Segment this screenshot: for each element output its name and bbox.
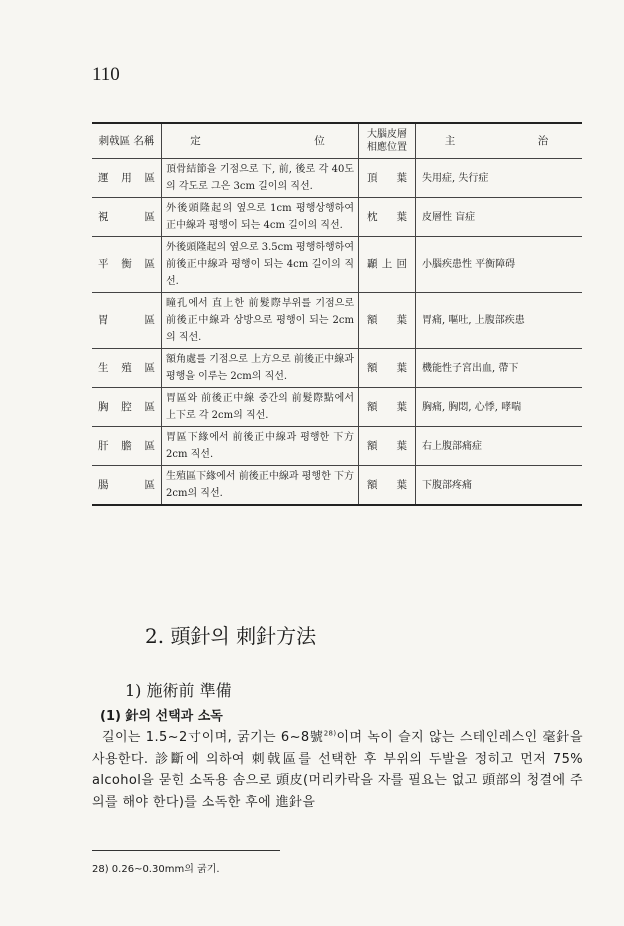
cortex-cell: 枕葉 xyxy=(359,198,416,237)
table-header-row xyxy=(92,123,582,159)
page-number: 110 xyxy=(92,64,120,85)
area-name-cell: 胃區 xyxy=(92,293,162,349)
body-paragraph xyxy=(92,727,583,813)
item-title: (1) 針의 선택과 소독 xyxy=(100,709,223,724)
location-cell: 頂骨結節을 기점으로 下, 前, 後로 각 40도의 각도로 그은 3cm 길이의 직선. xyxy=(162,159,359,198)
area-name-cell: 腸區 xyxy=(92,466,162,506)
cortex-cell: 頂葉 xyxy=(359,159,416,198)
footnote-divider xyxy=(92,850,280,851)
table-row xyxy=(92,293,582,349)
indication-cell: 下腹部疼痛 xyxy=(416,466,583,506)
header-cortex xyxy=(359,123,416,159)
stimulation-area-table xyxy=(92,122,582,506)
section-title: 2. 頭針의 刺針方法 xyxy=(145,624,317,648)
location-cell: 瞳孔에서 直上한 前髮際부위를 기점으로 前後正中線과 상방으로 평행이 되는 2cm의 직선. xyxy=(162,293,359,349)
location-cell: 外後頭隆起의 옆으로 1cm 평행상행하여 正中線과 평행이 되는 4cm 길이의 직선. xyxy=(162,198,359,237)
indication-cell: 機能性子宮出血, 帶下 xyxy=(416,349,583,388)
area-name-cell: 肝膽區 xyxy=(92,427,162,466)
cortex-cell: 額葉 xyxy=(359,349,416,388)
indication-cell: 胸痛, 胸悶, 心悸, 哮喘 xyxy=(416,388,583,427)
area-name-cell: 胸腔區 xyxy=(92,388,162,427)
area-name-cell: 平衡區 xyxy=(92,237,162,293)
table-row xyxy=(92,427,582,466)
area-name-cell: 視區 xyxy=(92,198,162,237)
body-text-part2: 이며 녹이 슬지 않는 스테인레스인 毫針을 사용한다. 診斷에 의하여 刺戟區를 선택한 후 부위의 두발을 정히고 먼저 75% alcohol을 묻힌 소독용 솜으로 頭皮(머리카락을 자를 필요는 없고 頭部의 청결에 주의를 해야 한다)를 소독한 후에 進針을 xyxy=(92,730,583,810)
area-name-cell: 運用區 xyxy=(92,159,162,198)
indication-cell: 小腦疾患性 平衡障碍 xyxy=(416,237,583,293)
indication-cell: 皮層性 盲症 xyxy=(416,198,583,237)
cortex-cell: 顳上回 xyxy=(359,237,416,293)
indication-cell: 失用症, 失行症 xyxy=(416,159,583,198)
indication-cell: 右上腹部痛症 xyxy=(416,427,583,466)
location-cell: 生殖區下緣에서 前後正中線과 평행한 下方 2cm의 직선. xyxy=(162,466,359,506)
header-location: 定 位 xyxy=(162,123,359,159)
table-row xyxy=(92,466,582,506)
header-indication: 主 治 xyxy=(416,123,583,159)
cortex-cell: 額葉 xyxy=(359,427,416,466)
header-area-name: 刺戟區 名稱 xyxy=(92,123,162,159)
cortex-cell: 額葉 xyxy=(359,388,416,427)
indication-cell: 胃痛, 嘔吐, 上腹部疾患 xyxy=(416,293,583,349)
header-cortex-line2: 相應位置 xyxy=(367,142,407,153)
table-row xyxy=(92,159,582,198)
table-row xyxy=(92,349,582,388)
footnote-ref: 28) xyxy=(323,729,337,738)
location-cell: 胃區下緣에서 前後正中線과 평행한 下方 2cm 직선. xyxy=(162,427,359,466)
area-name-cell: 生殖區 xyxy=(92,349,162,388)
table-row xyxy=(92,388,582,427)
body-text-part1: 길이는 1.5~2寸이며, 굵기는 6~8號 xyxy=(102,730,324,745)
footnote: 28) 0.26~0.30mm의 굵기. xyxy=(92,864,220,875)
cortex-cell: 額葉 xyxy=(359,466,416,506)
cortex-cell: 額葉 xyxy=(359,293,416,349)
location-cell: 額角處를 기점으로 上方으로 前後正中線과 평행을 이루는 2cm의 직선. xyxy=(162,349,359,388)
location-cell: 胃區와 前後正中線 중간의 前髮際點에서 上下로 각 2cm의 직선. xyxy=(162,388,359,427)
subsection-title: 1) 施術前 準備 xyxy=(125,681,232,700)
header-cortex-line1: 大腦皮層 xyxy=(367,129,407,140)
table-row xyxy=(92,237,582,293)
location-cell: 外後頭隆起의 옆으로 3.5cm 평행하행하여 前後正中線과 평행이 되는 4cm 길이의 직선. xyxy=(162,237,359,293)
table-row xyxy=(92,198,582,237)
